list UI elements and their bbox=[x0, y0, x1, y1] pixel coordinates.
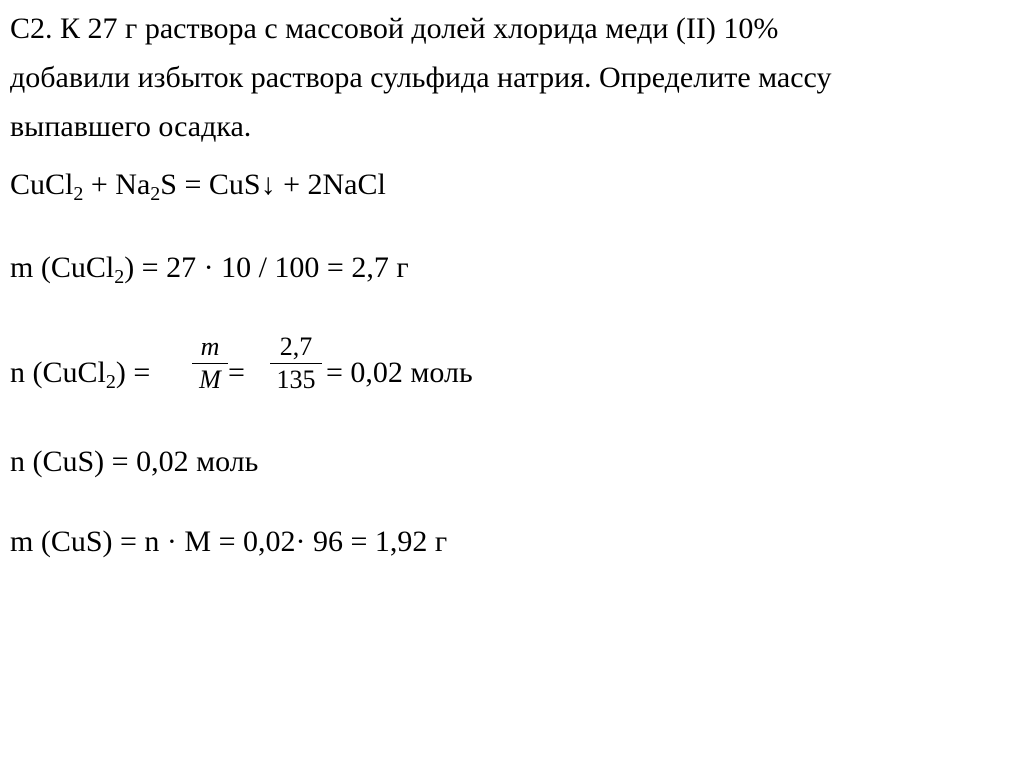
fraction-1-numerator: m bbox=[200, 332, 220, 361]
fraction-1-bar bbox=[192, 363, 228, 364]
moles-cucl2-post: ) = bbox=[115, 356, 151, 389]
mass-cucl2-pre: m (CuCl bbox=[10, 251, 115, 284]
equation-part-3: S = CuS↓ + 2NaCl bbox=[160, 168, 386, 201]
problem-line-3: выпавшего осадка. bbox=[10, 110, 252, 143]
equation-sub-1: 2 bbox=[73, 183, 84, 205]
equation-part-2: + Na bbox=[83, 168, 151, 201]
moles-cucl2-sub: 2 bbox=[105, 371, 116, 393]
fraction-2-denominator: 135 bbox=[276, 365, 316, 394]
moles-cus-calculation: n (CuS) = 0,02 моль bbox=[10, 445, 259, 478]
fraction-2-numerator: 2,7 bbox=[279, 332, 313, 361]
reaction-equation bbox=[10, 168, 386, 205]
moles-cucl2-equals: = bbox=[228, 356, 245, 389]
fraction-1-denominator: M bbox=[199, 365, 221, 394]
mass-cucl2-calculation bbox=[10, 251, 409, 288]
problem-line-1: С2. К 27 г раствора с массовой долей хлорида меди (II) 10% bbox=[10, 12, 779, 45]
moles-cucl2-label bbox=[10, 356, 151, 393]
mass-cucl2-sub: 2 bbox=[114, 266, 125, 288]
equation-sub-2: 2 bbox=[150, 183, 161, 205]
fraction-2-bar bbox=[270, 363, 322, 364]
moles-cucl2-pre: n (CuCl bbox=[10, 356, 106, 389]
problem-statement bbox=[10, 4, 1000, 151]
mass-cucl2-post: ) = 27 · 10 / 100 = 2,7 г bbox=[124, 251, 409, 284]
fraction-m-over-M bbox=[192, 332, 228, 395]
problem-line-2: добавили избыток раствора сульфида натрия. Определите массу bbox=[10, 61, 832, 94]
fraction-values bbox=[270, 332, 322, 395]
moles-cucl2-result: = 0,02 моль bbox=[326, 356, 473, 389]
mass-cus-calculation: m (CuS) = n · M = 0,02· 96 = 1,92 г bbox=[10, 525, 448, 558]
equation-part-1: CuCl bbox=[10, 168, 74, 201]
